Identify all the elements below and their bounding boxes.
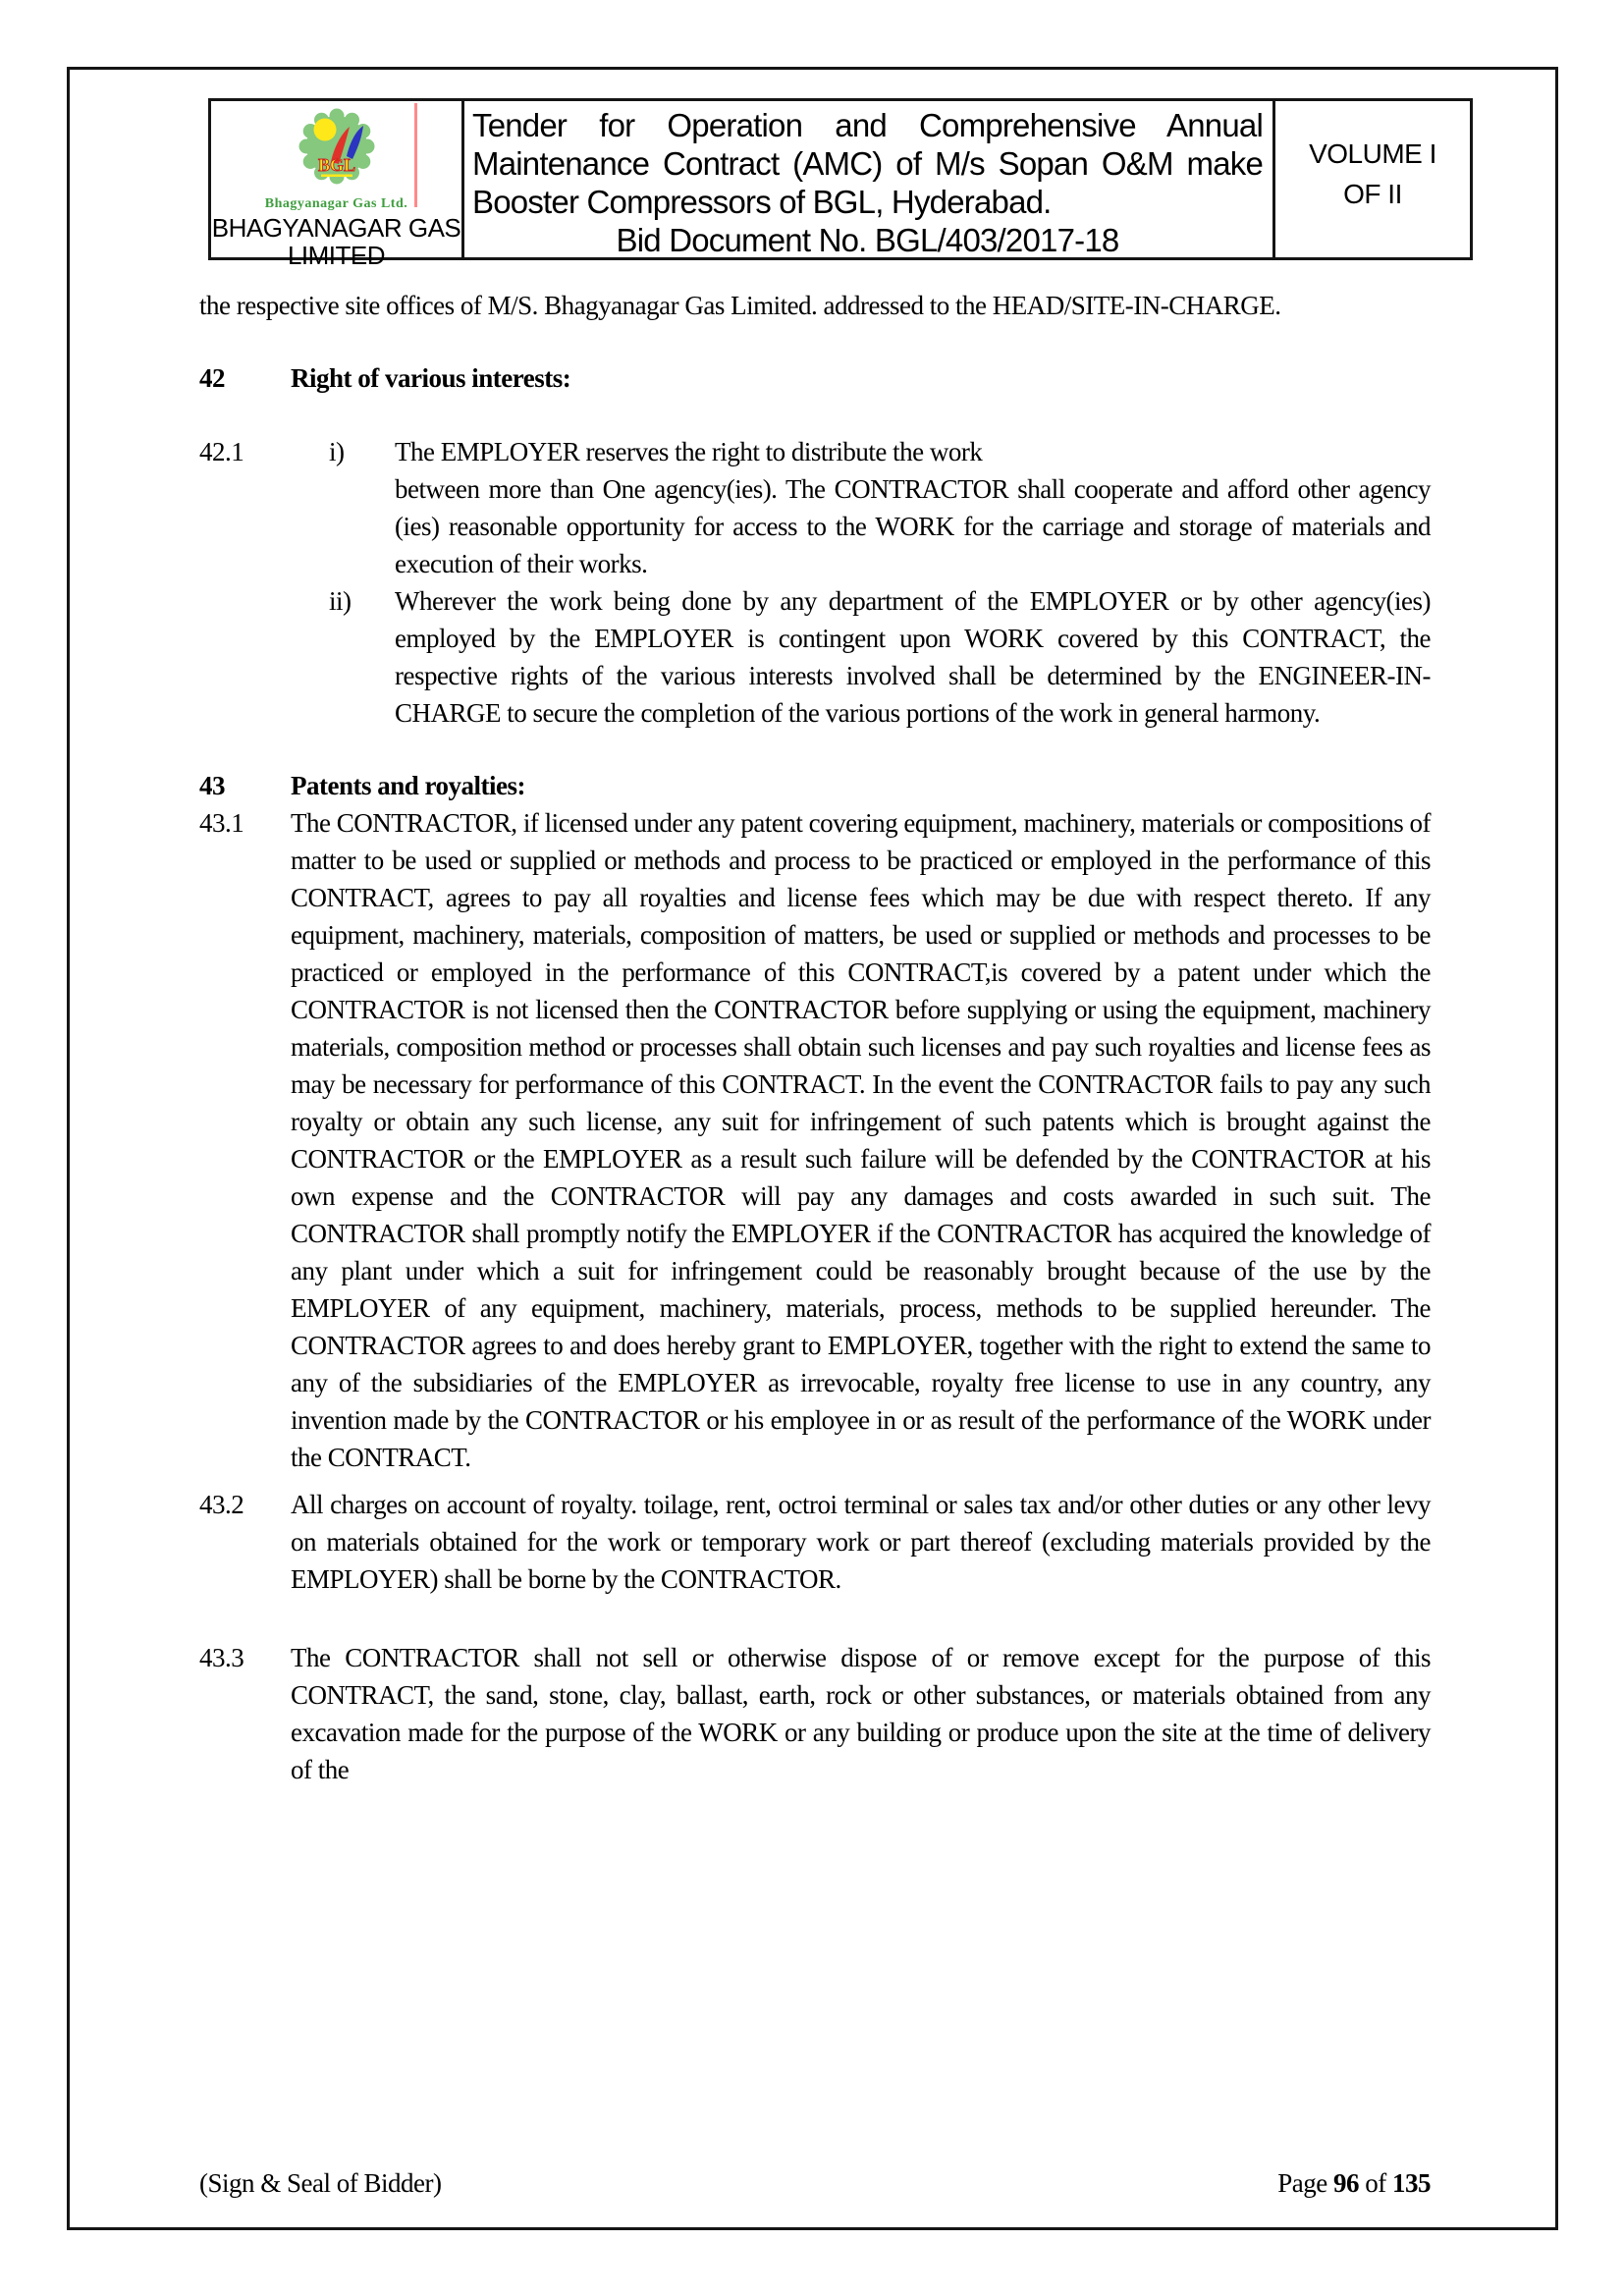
company-name-line1: BHAGYANAGAR GAS [211,213,461,243]
clause-number: 43.2 [199,1490,244,1519]
list-item-rest: between more than One agency(ies). The CONTRACTOR shall cooperate and afford other agency (ies) reasonable opportunity for access to the WORK for the carriage and storage of materials and execution of their works. [395,474,1431,578]
section-title: Right of various interests: [291,363,571,393]
logo-cell [211,101,464,270]
page-of-label: of [1359,2168,1392,2198]
section-number: 43 [199,771,225,800]
logo-acronym-text: BGL [317,155,355,175]
company-name [211,214,461,269]
clause-number: 42.1 [199,437,244,466]
volume-cell [1275,101,1470,257]
clause-number: 43.1 [199,808,244,838]
clause-text: The CONTRACTOR, if licensed under any patent covering equipment, machinery, materials or compositions of matter to be used or supplied or methods and process to be practiced or employed in the performance of this CONTRACT, agrees to pay all royalties and license fees which may be due with respect thereto. If any equipment, machinery, materials, composition of matters, be used or supplied or methods and processes to be practiced or employed in the performance of this CONTRACT,is covered by a patent under which the CONTRACTOR is not licensed then the CONTRACTOR before supplying or using the equipment, machinery materials, composition method or processes shall obtain such licenses and pay such royalties and license fees as may be necessary for performance of this CONTRACT. In the event the CONTRACTOR fails to pay any such royalty or obtain any such license, any suit for infringement of such patents which is brought against the CONTRACTOR or the EMPLOYER as a result such failure will be defended by the CONTRACTOR at his own expense and the CONTRACTOR will pay any damages and costs awarded in such suit. The CONTRACTOR shall promptly notify the EMPLOYER if the CONTRACTOR has acquired the knowledge of any plant under which a suit for infringement could be reasonably brought because of the use by the EMPLOYER of any equipment, machinery, materials, process, methods to be supplied hereunder. The CONTRACTOR agrees to and does hereby grant to EMPLOYER, together with the right to extend the same to any of the subsidiaries of the EMPLOYER as irrevocable, royalty free license to use in any country, any invention made by the CONTRACTOR or his employee in or as result of the performance of the WORK under the CONTRACT. [291,808,1431,1472]
section-title: Patents and royalties: [291,771,525,800]
bid-document-number: Bid Document No. BGL/403/2017-18 [616,222,1119,258]
section-number: 42 [199,363,225,393]
clause-42-1-list [329,433,1431,732]
list-item-text [395,433,1431,582]
list-item-line1: The EMPLOYER reserves the right to distribute the work [395,437,983,466]
page-number [1277,2164,1431,2202]
page-current: 96 [1333,2168,1359,2198]
logo-underline [321,175,352,178]
list-item-text: Wherever the work being done by any department of the EMPLOYER or by other agency(ies) employed by the EMPLOYER is contingent upon WORK covered by this CONTRACT, the respective rights of the various interests involved shall be determined by the ENGINEER-IN-CHARGE to secure the completion of the various portions of the work in general harmony. [395,586,1431,728]
list-item-ii [329,582,1431,732]
company-name-line2: LIMITED [287,241,386,270]
clause-43-3 [199,1639,1431,1788]
volume-line1: VOLUME I [1309,137,1436,169]
logo-sun [313,119,336,141]
bgl-logo [288,103,386,193]
list-item-i [329,433,1431,582]
list-marker: i) [329,437,345,466]
section-42-heading [199,359,1431,397]
body-content [199,287,1431,1788]
clause-number: 43.3 [199,1643,244,1672]
list-marker: ii) [329,586,352,616]
sign-seal-label: (Sign & Seal of Bidder) [199,2168,442,2198]
clause-text: The CONTRACTOR shall not sell or otherwise dispose of or remove except for the purpose of this CONTRACT, the sand, stone, clay, ballast, earth, rock or other substances, or materials obtained from any excavation made for the purpose of the WORK or any building or produce upon the site at the time of delivery of the [291,1643,1431,1784]
volume-line2: OF II [1343,178,1402,209]
title-cell [464,101,1275,257]
red-divider-line [414,103,417,207]
page-label: Page [1277,2168,1333,2198]
section-43-heading [199,767,1431,804]
clause-43-2 [199,1486,1431,1598]
header-table [208,98,1473,270]
tender-title: Tender for Operation and Comprehensive Annual Maintenance Contract (AMC) of M/s Sopan O&M make Booster Compressors of BGL, Hyderabad. [472,107,1263,220]
logo-caption: Bhagyanagar Gas Ltd. [264,196,408,211]
clause-43-1 [199,804,1431,1476]
clause-42-1 [199,433,1431,732]
intro-paragraph: the respective site offices of M/S. Bhagyanagar Gas Limited. addressed to the HEAD/SITE-IN-CHARGE. [199,291,1281,320]
page-footer [199,2164,1431,2202]
clause-text: All charges on account of royalty. toilage, rent, octroi terminal or sales tax and/or other duties or any other levy on materials obtained for the work or temporary work or part thereof (excluding materials provided by the EMPLOYER) shall be borne by the CONTRACTOR. [291,1490,1431,1594]
page-total: 135 [1392,2168,1431,2198]
